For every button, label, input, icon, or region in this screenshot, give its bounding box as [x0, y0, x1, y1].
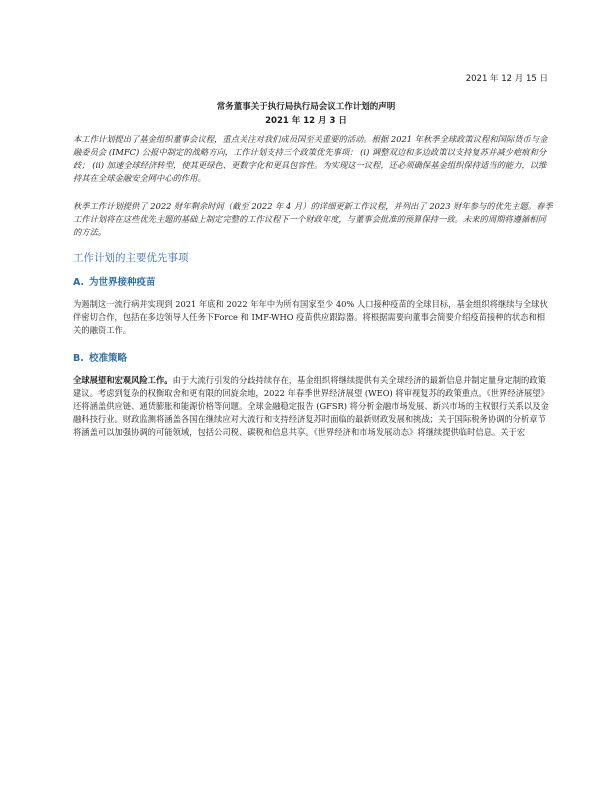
- document-title-date: 2021 年 12 月 3 日: [265, 116, 347, 126]
- subsection-b-text: 由于大流行引发的分歧持续存在，基金组织将继续提供有关全球经济的最新信息并制定量身定制的政策建议。考虑到复杂的权衡取舍和更有限的回旋余地，2022 年春季世界经济展望 (WEO) 将审视复苏的政策重点。《世界经济展望》还将涵盖供应链、通货膨胀和能源价格等问题。全球金融稳定报告 (GFSR) 将分析金融市场发展、新兴市场的主权银行关系以及金融科技行业。财政监测将涵盖各国在继续应对大流行和支持经济复苏时面临的最新财政发展和挑战；关于国际税务协调的分析章节将涵盖可以加强协调的可能领域，包括公司税、碳税和信息共享。《世界经济和市场发展动态》将继续提供临时信息。关于宏: [73, 375, 549, 437]
- document-title: 常务董事关于执行局执行局会议工作计划的声明: [216, 102, 396, 112]
- subsection-a-letter: A.: [73, 277, 85, 288]
- section-heading: 工作计划的主要优先事项: [73, 252, 189, 264]
- subsection-b-body: [73, 374, 551, 439]
- subsection-b-heading: [73, 350, 127, 364]
- intro-paragraph-1: 本工作计划提出了基金组织董事会议程，重点关注对我们成员国至关重要的活动。根据 2021 年秋季全球政策议程和国际货币与金融委员会 (IMFC) 公报中制定的战略方向，工作计划支持三个政策优先事项： (i) 调整双边和多边政策以支持复苏并减少疤痕和分歧； (ii) 加速全球经济转型，使其更绿色、更数字化和更具包容性。为实现这一议程，还必须确保基金组织保持适当的能力，以维持其在全球金融安全网中心的作用。: [73, 134, 548, 183]
- subsection-a-heading: [73, 274, 156, 288]
- subsection-a-body: 为遏制这一流行病并实现到 2021 年底和 2022 年年中为所有国家至少 40% 人口接种疫苗的全球目标，基金组织将继续与全球伙伴密切合作，包括在多边领导人任务下Force 和 IMF-WHO 疫苗供应跟踪器。将根据需要向董事会简要介绍疫苗接种的状态和相关的融资工作。: [73, 299, 548, 335]
- subsection-a-title: 为世界接种疫苗: [89, 277, 156, 288]
- subsection-b-lead: 全球展望和宏观风险工作。: [73, 375, 173, 385]
- subsection-b-title: 校准策略: [89, 353, 128, 364]
- intro-paragraph-2: 秋季工作计划提供了 2022 财年剩余时间（截至 2022 年 4 月）的详细更新工作议程，并列出了 2023 财年参与的优先主题。春季工作计划将在这些优先主题的基础上制定完整的工作议程下一个财政年度，与董事会批准的预算保持一致。未来的周期将遵循相同的方法。: [73, 201, 553, 237]
- document-date: 2021 年 12 月 15 日: [465, 74, 548, 84]
- subsection-b-letter: B.: [73, 353, 84, 364]
